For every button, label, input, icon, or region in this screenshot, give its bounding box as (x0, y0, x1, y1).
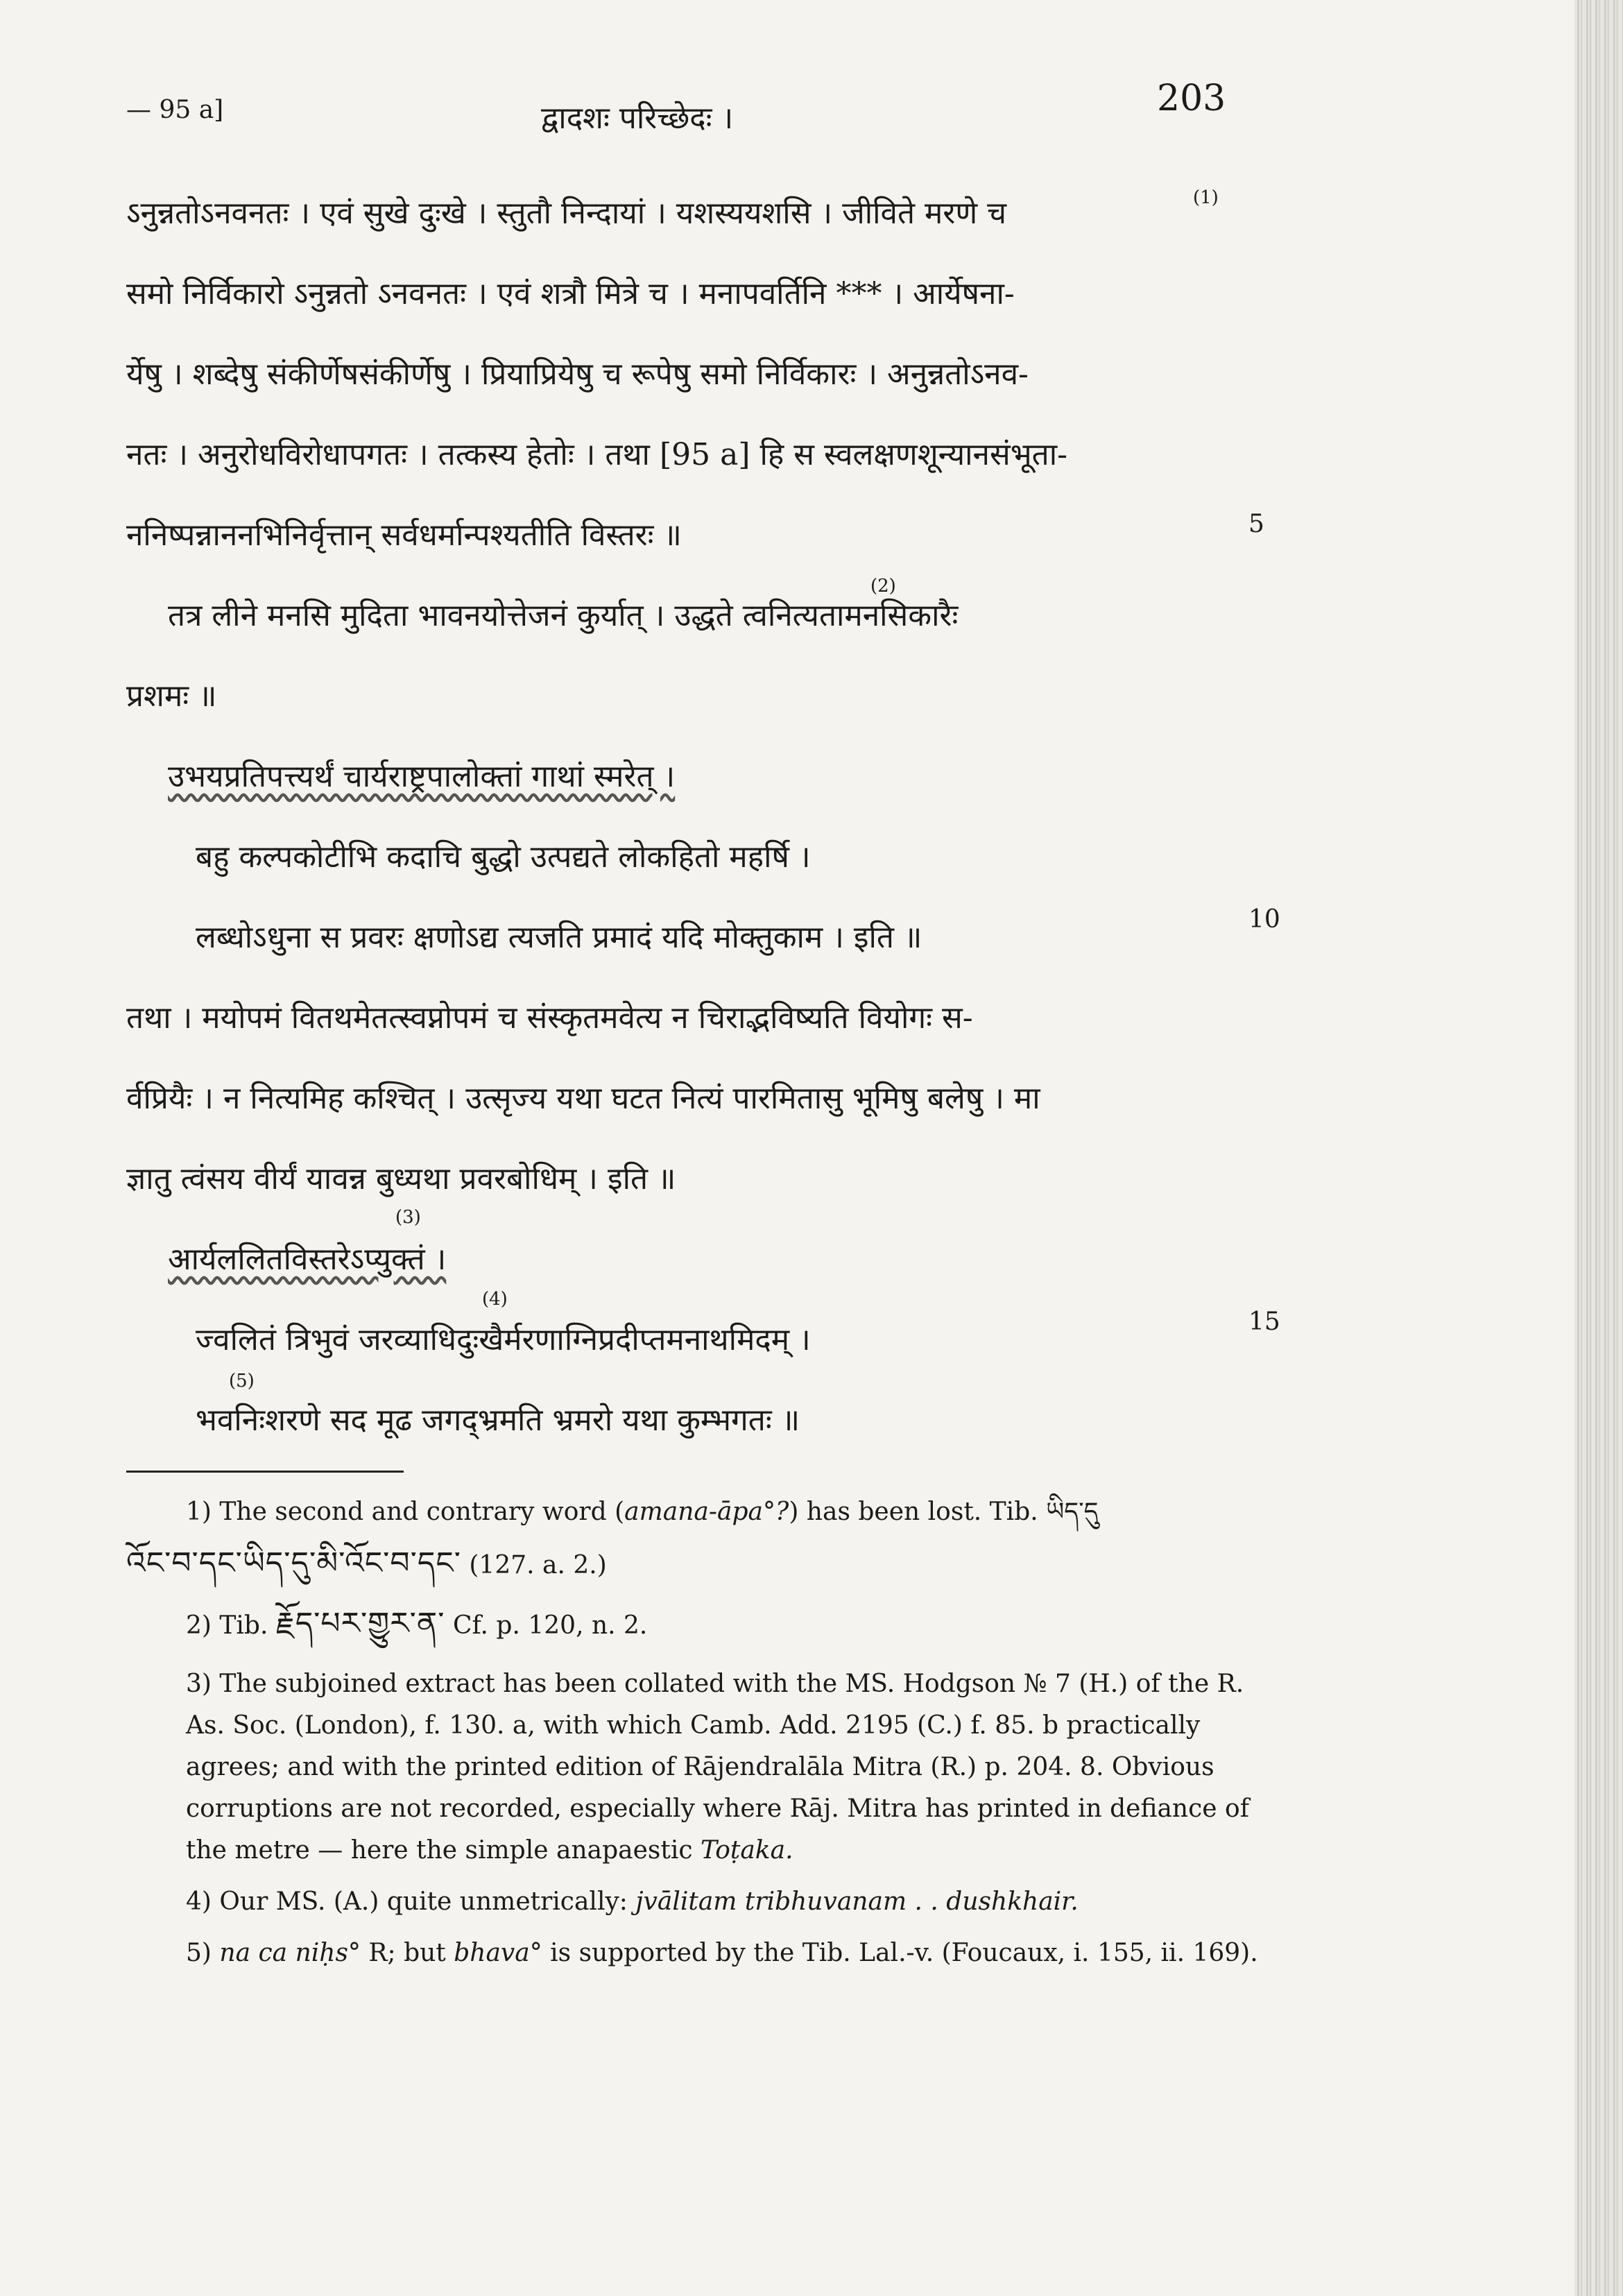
line-number: 15 (1248, 1308, 1280, 1336)
footnote-marker: (4) (482, 1289, 508, 1310)
footnote-2: 2) Tib. རྗོད་པར་གྱུར་ན་ Cf. p. 120, n. 2. (186, 1606, 648, 1641)
line-number: 5 (1248, 510, 1264, 538)
text-line: ज्ञातु त्वंसय वीर्यं यावन्न बुध्यथा प्रवरबोधिम् । इति ॥ (126, 1161, 676, 1197)
footnote-1-tibetan: འོང་བ་དང་ཡིད་དུ་མི་འོང་བ་དང་ (127. a. 2.) (126, 1545, 607, 1581)
verse-line: बहु कल्पकोटीभि कदाचि बुद्धो उत्पद्यते लोकहितो महर्षि । (196, 839, 811, 875)
main-text (126, 173, 1236, 1461)
footnote-marker: (1) (1193, 187, 1219, 208)
text-line: प्रशमः ॥ (126, 678, 217, 714)
text-line: ननिष्पन्नाननभिनिर्वृत्तान् सर्वधर्मान्पश्यतीति विस्तरः ॥ (126, 517, 682, 553)
footnote-marker: (5) (229, 1371, 255, 1391)
footnote-3: 3) The subjoined extract has been collated with the MS. Hodgson № 7 (H.) of the R. As. Soc. (London), f. 130. a, with which Camb. Add. 2195 (C.) f. 85. b practically agrees; and with the printed edition of Rājendralāla Mitra (R.) p. 204. 8. Obvious corruptions are not recorded, especially where Rāj. Mitra has printed in defiance of the metre — here the simple anapaestic Toṭaka. (186, 1670, 1250, 1865)
line-number: 10 (1248, 905, 1280, 934)
verse-line: लब्धोऽधुना स प्रवरः क्षणोऽद्य त्यजति प्रमादं यदि मोक्तुकाम । इति ॥ (196, 920, 922, 955)
footnote-separator (126, 1471, 404, 1473)
text-line (126, 737, 1236, 817)
chapter-title: द्वादशः परिच्छेदः । (541, 101, 734, 136)
footnote-4: 4) Our MS. (A.) quite unmetrically: jvālitam tribhuvanam . . dushkhair. (186, 1887, 1079, 1916)
footnotes (126, 1491, 1278, 1984)
underlined-phrase: आर्यललितविस्तरेऽप्युक्तं । (168, 1242, 447, 1277)
text-line: नतः । अनुरोधविरोधापगतः । तत्कस्य हेतोः । तथा [95 a] हि स स्वलक्षणशून्यानसंभूता- (126, 437, 1067, 472)
text-line: र्वप्रियैः । न नित्यमिह कश्चित् । उत्सृज्य यथा घटत नित्यं पारमितासु भूमिषु बलेषु । मा (126, 1081, 1040, 1116)
text-line: तथा । मयोपमं वितथमेतत्स्वप्नोपमं च संस्कृतमवेत्य न चिराद्भविष्यति वियोगः स- (126, 1000, 973, 1036)
verse-line: ज्वलितं त्रिभुवं जरव्याधिदुःखैर्मरणाग्निप्रदीप्तमनाथमिदम् । (196, 1322, 811, 1357)
footnote-marker: (2) (870, 576, 896, 597)
text-line: तत्र लीने मनसि मुदिता भावनयोत्तेजनं कुर्यात् । उद्धते त्वनित्यतामनसिकारैः (168, 598, 959, 633)
footnote-1: 1) The second and contrary word (amana-āpa°?) has been lost. Tib. ཡིད་དུ (186, 1498, 1099, 1526)
text-line: र्येषु । शब्देषु संकीर्णेषसंकीर्णेषु । प्रियाप्रियेषु च रूपेषु समो निर्विकारः । अनुन्नतोऽनव- (126, 357, 1029, 392)
text-line (126, 1219, 1236, 1300)
page-number: 203 (1157, 78, 1226, 119)
binding-edge (1574, 0, 1623, 2296)
footnote-5: 5) na ca niḥs° R; but bhava° is supported by the Tib. Lal.-v. (Foucaux, i. 155, ii. 169). (186, 1939, 1258, 1967)
text-line: समो निर्विकारो ऽनुन्नतो ऽनवनतः । एवं शत्रौ मित्रे च । मनापवर्तिनि *** । आर्येषना- (126, 276, 1015, 311)
text-line: ऽनुन्नतोऽनवनतः । एवं सुखे दुःखे । स्तुतौ निन्दायां । यशस्ययशसि । जीविते मरणे च (126, 196, 1007, 231)
verse-line: भवनिःशरणे सद मूढ जगद्भ्रमति भ्रमरो यथा कुम्भगतः ॥ (196, 1403, 800, 1438)
underlined-phrase: उभयप्रतिपत्त्यर्थं चार्यराष्ट्रपालोक्तां गाथां स्मरेत् । (168, 759, 676, 794)
footnote-marker: (3) (395, 1207, 421, 1228)
running-ref: — 95 a] (126, 96, 224, 124)
